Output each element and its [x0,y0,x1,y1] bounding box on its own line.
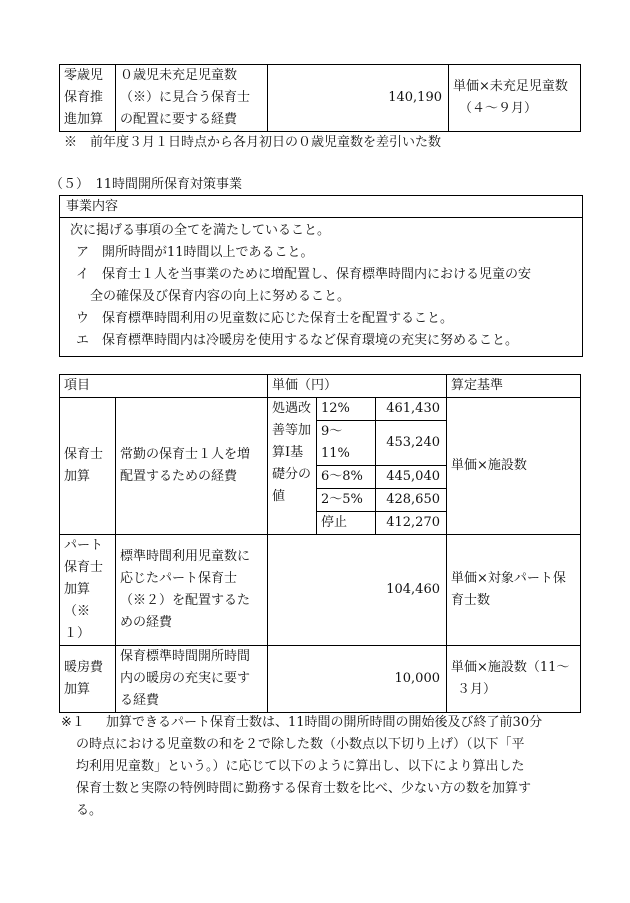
row1-item [60,398,116,535]
row1-content [116,398,268,535]
footnote-line: 均利用児童数」という。）に応じて以下のように算出し、以下により算出した [76,759,525,774]
row3-item [60,646,116,713]
row1-content-line: 常勤の保育士１人を増 [120,447,251,462]
tier-rate: 停止 [317,512,376,535]
tier-rate: 12% [317,398,376,421]
footnote-line: る。 [76,803,103,818]
top-basis-line: 単価×未充足児童数 [453,79,568,94]
row2-content-line: めの経費 [120,615,173,630]
row3-item-line: 暖房費 [64,660,104,675]
tier-price: 428,650 [376,489,447,512]
main-table-header-row [60,375,581,398]
row3-price: 10,000 [268,646,447,713]
top-table [59,64,581,132]
business-line: イ 保育士１人を当事業のために増配置し、保育標準時間内における児童の安 [76,267,532,282]
table-row [60,646,581,713]
row2-content-line: （※２）を配置するた [120,593,251,608]
row1-sublabel [268,398,317,535]
top-note: ※ 前年度３月１日時点から各月初日の０歳児童数を差引いた数 [64,135,442,150]
row1-item-line: 加算 [64,469,91,484]
top-basis-line: （４～９月） [459,101,538,116]
row3-content-line: 内の暖房の充実に要す [120,671,251,686]
business-line: エ 保育標準時間内は冷暖房を使用するなど保育環境の充実に努めること。 [76,333,519,348]
top-content-line: （※）に見合う保育士 [120,90,251,105]
row3-basis [447,646,581,713]
tier-rate: 9～11% [317,421,376,466]
row2-item [60,535,116,646]
top-item-cell [60,65,116,132]
row2-item-line: パート [64,538,104,553]
sublabel-line: 処遇改 [272,401,312,416]
footnote-line: の時点における児童数の和を２で除した数（小数点以下切り上げ）（以下「平 [76,737,525,752]
row3-content-line: 保育標準時間開所時間 [120,649,251,664]
top-basis-cell [449,65,581,132]
tier-rate: 6～8% [317,466,376,489]
top-content-line: の配置に要する経費 [120,112,238,127]
business-line: 全の確保及び保育内容の向上に努めること。 [90,289,351,304]
business-box-header: 事業内容 [60,196,582,218]
row2-item-line: （※ [64,604,91,619]
row2-content-line: 標準時間利用児童数に [120,549,251,564]
row2-item-line: １） [64,626,91,641]
sublabel-line: 算Ⅰ基 [272,445,304,460]
top-content-cell [116,65,268,132]
top-content-line: ０歳児未充足児童数 [120,68,238,83]
header-item: 項目 [60,375,268,398]
row3-content-line: る経費 [120,693,160,708]
tier-price: 461,430 [376,398,447,421]
main-table [59,374,581,713]
row1-basis: 単価×施設数 [447,398,581,535]
top-price: 140,190 [268,65,449,132]
header-basis: 算定基準 [447,375,581,398]
business-line: ウ 保育標準時間利用の児童数に応じた保育士を配置すること。 [76,311,454,326]
tier-price: 445,040 [376,466,447,489]
top-item-line: 進加算 [64,112,104,127]
top-item-line: 保育推 [64,90,104,105]
row3-basis-line: 単価×施設数（11～ [451,660,570,675]
section-heading: （５） 11時間開所保育対策事業 [50,177,243,192]
row2-basis [447,535,581,646]
sublabel-line: 善等加 [272,423,312,438]
business-line: ア 開所時間が11時間以上であること。 [76,245,314,260]
footnote-line: 加算できるパート保育士数は、11時間の開所時間の開始後及び終了前30分 [106,715,543,730]
row2-content [116,535,268,646]
tier-price: 412,270 [376,512,447,535]
row2-content-line: 応じたパート保育士 [120,571,238,586]
business-line: 次に掲げる事項の全てを満たしていること。 [70,223,331,238]
row2-item-line: 保育士 [64,560,104,575]
business-box [59,195,583,357]
footnote-line: 保育士数と実際の特例時間に勤務する保育士数を比べ、少ない方の数を加算す [76,781,532,796]
sublabel-line: 礎分の [272,467,312,482]
tier-price: 453,240 [376,421,447,466]
tier-rate: 2～5% [317,489,376,512]
row2-basis-line: 育士数 [451,593,491,608]
row2-price: 104,460 [268,535,447,646]
top-item-line: 零歳児 [64,68,104,83]
row3-basis-line: ３月） [457,682,497,697]
row3-item-line: 加算 [64,682,91,697]
row1-content-line: 配置するための経費 [120,469,238,484]
row1-item-line: 保育士 [64,447,104,462]
row2-basis-line: 単価×対象パート保 [451,571,566,586]
footnote-mark: ※１ [61,715,85,730]
header-price: 単価（円） [268,375,447,398]
row2-item-line: 加算 [64,582,91,597]
table-row [60,398,581,421]
row3-content [116,646,268,713]
sublabel-line: 値 [272,489,286,504]
table-row [60,535,581,646]
